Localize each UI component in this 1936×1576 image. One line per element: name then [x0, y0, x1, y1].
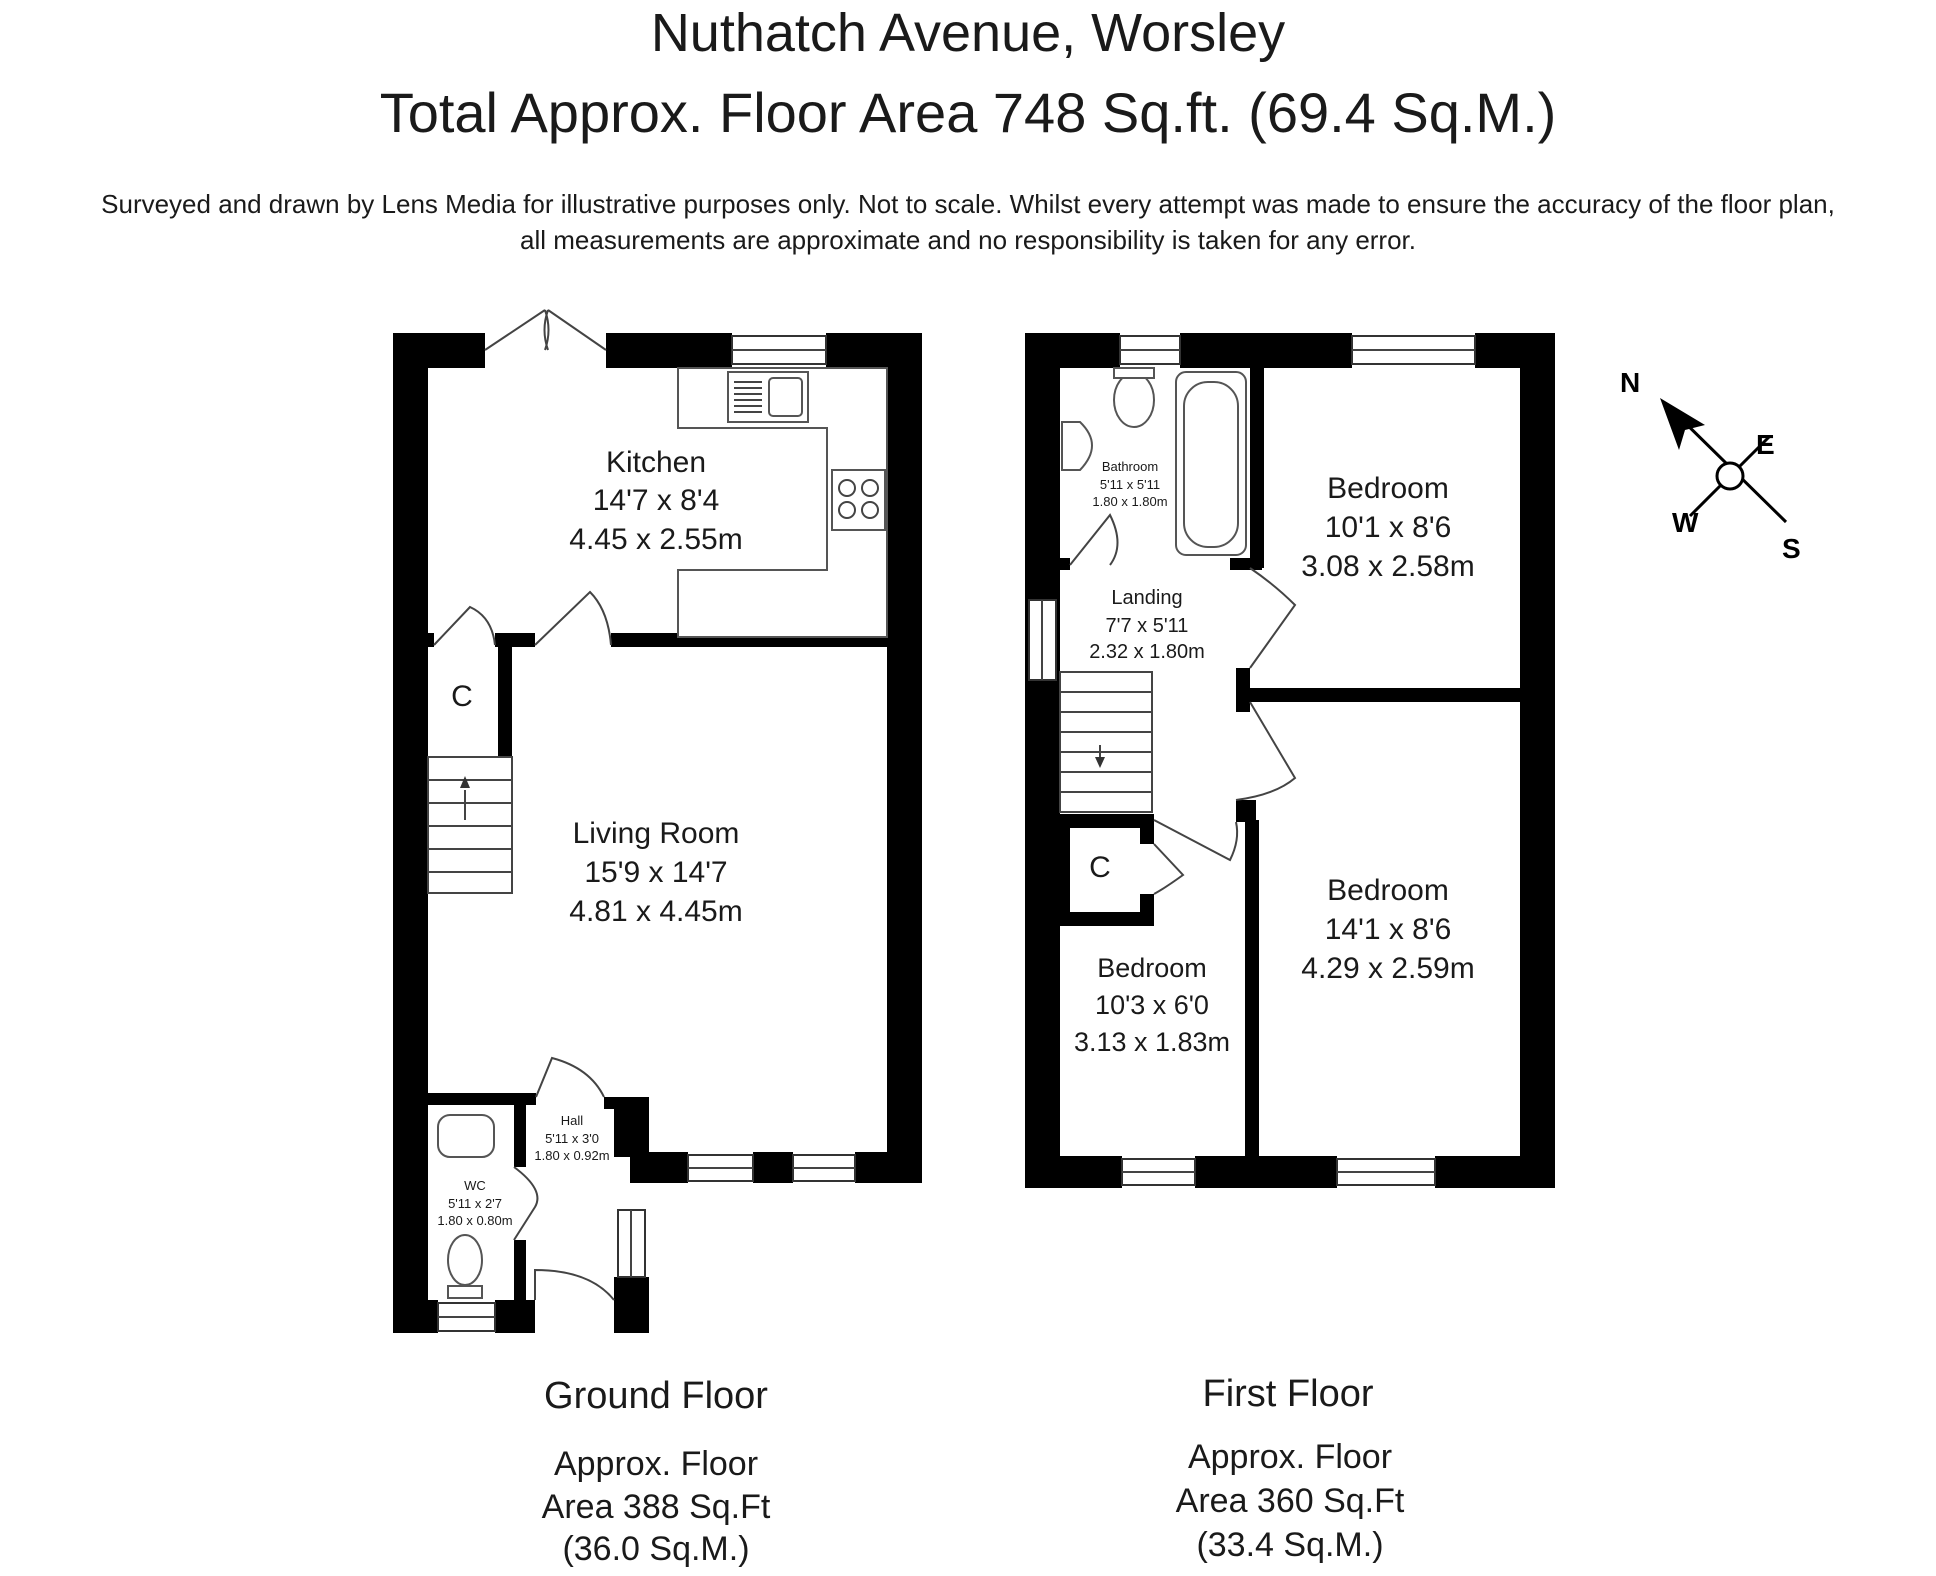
- landing-imperial: 7'7 x 5'11: [1105, 615, 1189, 637]
- compass-w: W: [1672, 507, 1699, 538]
- hob-icon: [832, 470, 885, 530]
- bedroom-3-imperial: 10'3 x 6'0: [1095, 990, 1209, 1020]
- wall: [428, 1093, 536, 1105]
- wall: [428, 633, 434, 647]
- bedroom-3-label: Bedroom: [1097, 953, 1207, 983]
- wall: [753, 1152, 793, 1183]
- bedroom-3-metric: 3.13 x 1.83m: [1073, 1027, 1231, 1057]
- wall: [514, 1240, 526, 1300]
- bathroom-door[interactable]: [1070, 515, 1118, 565]
- kitchen-imperial: 14'7 x 8'4: [592, 484, 720, 517]
- compass-s: S: [1782, 533, 1801, 564]
- basin-icon: [438, 1115, 494, 1157]
- bathroom-metric: 1.80 x 1.80m: [1092, 494, 1168, 509]
- cupboard-door[interactable]: [434, 607, 495, 645]
- wall: [393, 333, 428, 1333]
- wall: [1140, 894, 1154, 912]
- wall: [498, 647, 512, 757]
- hall-imperial: 5'11 x 3'0: [545, 1131, 599, 1146]
- hall-metric: 1.80 x 0.92m: [534, 1148, 610, 1163]
- wall: [1140, 820, 1154, 844]
- basin-icon: [769, 378, 802, 416]
- bedroom-door[interactable]: [1236, 702, 1295, 800]
- wall: [1060, 912, 1154, 926]
- staircase: [1060, 672, 1152, 812]
- compass-e: E: [1756, 429, 1775, 460]
- wall: [606, 333, 732, 368]
- cistern-icon: [448, 1286, 482, 1298]
- hall-door[interactable]: [536, 1058, 604, 1097]
- wall: [1025, 1156, 1122, 1188]
- wall: [887, 333, 922, 1183]
- wc-imperial: 5'11 x 2'7: [448, 1196, 502, 1211]
- disclaimer-line-2: all measurements are approximate and no responsibility is taken for any error.: [520, 225, 1416, 255]
- disclaimer-line-1: Surveyed and drawn by Lens Media for illustrative purposes only. Not to scale. Whilst every attempt was made to ensure the accuracy of the floor plan,: [101, 189, 1835, 219]
- wc-label: WC: [464, 1178, 486, 1193]
- wall: [1060, 814, 1154, 828]
- wall: [495, 1300, 535, 1333]
- wc-door[interactable]: [514, 1167, 537, 1240]
- wall: [1180, 333, 1352, 368]
- north-arrow-icon: [1660, 398, 1705, 450]
- hall-label: Hall: [560, 1113, 584, 1128]
- first-floor-area-line-3: (33.4 Sq.M.): [1196, 1526, 1384, 1564]
- first-floor-area-line-1: Approx. Floor: [1187, 1438, 1393, 1476]
- landing-label: Landing: [1111, 587, 1183, 609]
- cupboard-door[interactable]: [1154, 844, 1183, 894]
- ground-floor-area-line-1: Approx. Floor: [553, 1445, 759, 1483]
- wall: [1250, 368, 1264, 568]
- cistern-icon: [1114, 368, 1154, 378]
- wall: [495, 633, 535, 647]
- living-room-imperial: 15'9 x 14'7: [584, 856, 728, 889]
- wall: [1236, 800, 1256, 822]
- french-door[interactable]: [485, 310, 606, 350]
- wall: [1245, 820, 1259, 1160]
- living-room-label: Living Room: [572, 817, 740, 850]
- first-floor-area-line-2: Area 360 Sq.Ft: [1175, 1482, 1405, 1520]
- cupboard-label: C: [1089, 851, 1111, 884]
- landing-metric: 2.32 x 1.80m: [1089, 641, 1205, 663]
- wall: [1025, 333, 1060, 1188]
- kitchen-door[interactable]: [535, 592, 611, 645]
- wall: [1520, 333, 1555, 1188]
- toilet-icon: [1114, 373, 1154, 427]
- front-door[interactable]: [535, 1270, 614, 1300]
- bedroom-door[interactable]: [1154, 820, 1237, 860]
- wall: [514, 1105, 526, 1167]
- wall: [855, 1152, 922, 1183]
- property-title: Nuthatch Avenue, Worsley: [650, 3, 1286, 63]
- ground-floor-plan: [393, 310, 922, 1568]
- wall: [614, 1277, 649, 1333]
- bedroom-2-imperial: 14'1 x 8'6: [1324, 913, 1452, 946]
- toilet-icon: [448, 1235, 482, 1285]
- bedroom-door[interactable]: [1250, 568, 1295, 668]
- ground-floor-title: Ground Floor: [544, 1375, 768, 1417]
- first-floor-plan: [1025, 333, 1555, 1564]
- wall: [393, 1300, 438, 1333]
- bathroom-imperial: 5'11 x 5'11: [1099, 477, 1161, 492]
- living-room-metric: 4.81 x 4.45m: [569, 895, 743, 928]
- wc-metric: 1.80 x 0.80m: [437, 1213, 513, 1228]
- wall: [604, 1097, 624, 1109]
- wall: [1060, 558, 1070, 570]
- compass-n: N: [1620, 367, 1641, 398]
- wall: [1060, 820, 1070, 920]
- staircase: [428, 757, 512, 893]
- bedroom-1-imperial: 10'1 x 8'6: [1324, 511, 1452, 544]
- basin-icon: [1062, 422, 1092, 470]
- wall: [1236, 668, 1250, 712]
- total-floor-area: Total Approx. Floor Area 748 Sq.ft. (69.4 Sq.M.): [379, 81, 1557, 144]
- bedroom-2-metric: 4.29 x 2.59m: [1301, 952, 1475, 985]
- wall: [1250, 688, 1520, 702]
- wall: [1435, 1156, 1555, 1188]
- ground-floor-area-line-3: (36.0 Sq.M.): [562, 1530, 750, 1568]
- bathroom-label: Bathroom: [1101, 459, 1159, 474]
- kitchen-label: Kitchen: [605, 446, 707, 479]
- compass-icon: [1620, 367, 1801, 564]
- wall: [1195, 1156, 1337, 1188]
- bedroom-1-label: Bedroom: [1327, 472, 1449, 505]
- ground-floor-area-line-2: Area 388 Sq.Ft: [541, 1488, 771, 1526]
- cupboard-label: C: [451, 680, 473, 713]
- bedroom-2-label: Bedroom: [1327, 874, 1449, 907]
- bedroom-1-metric: 3.08 x 2.58m: [1301, 550, 1475, 583]
- kitchen-metric: 4.45 x 2.55m: [569, 523, 743, 556]
- first-floor-title: First Floor: [1202, 1373, 1374, 1415]
